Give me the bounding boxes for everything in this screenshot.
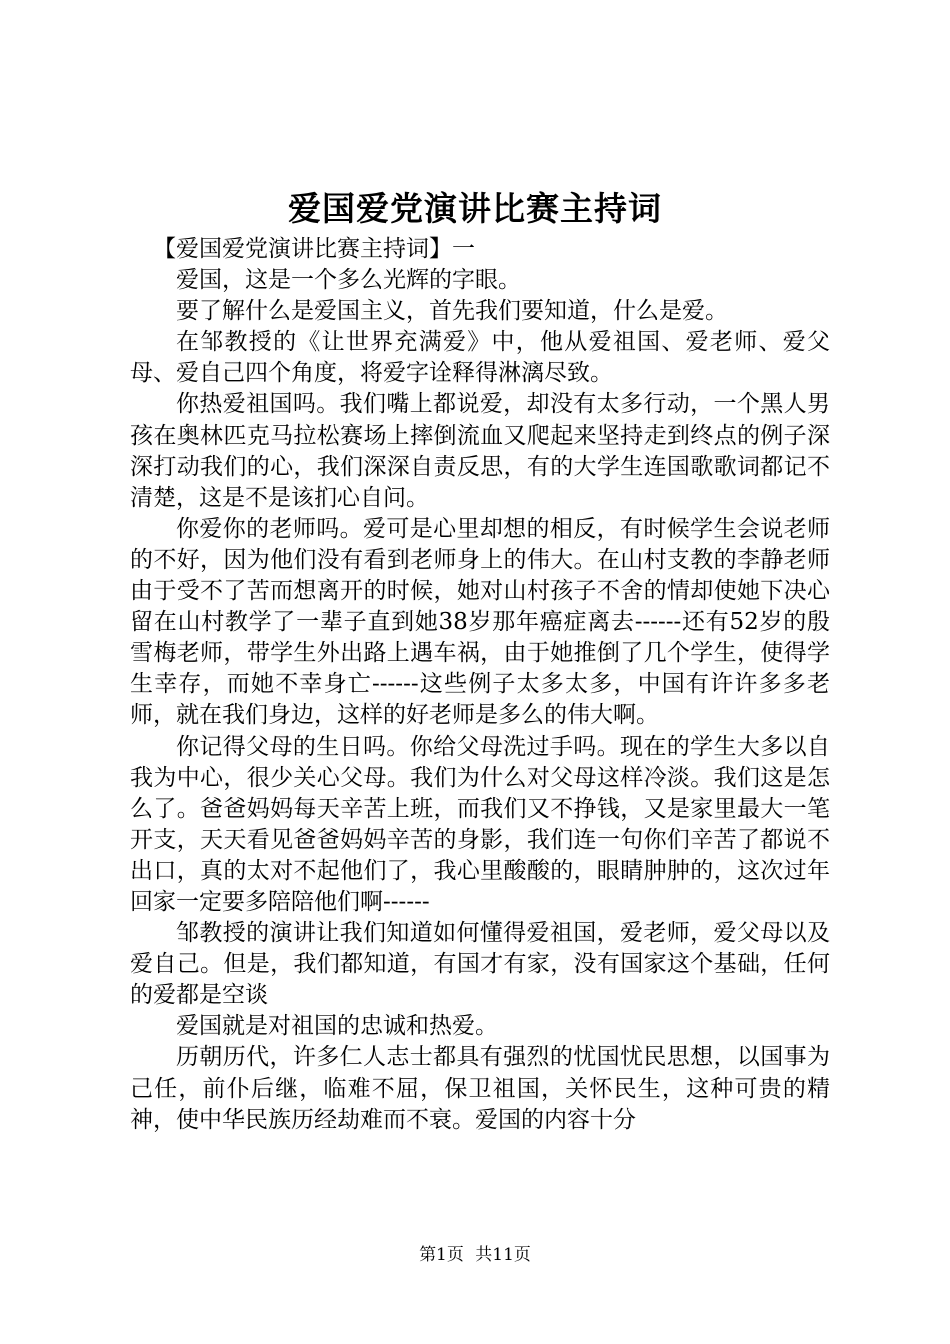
paragraph: 邹教授的演讲让我们知道如何懂得爱祖国，爱老师，爱父母以及爱自己。但是，我们都知道，有国才有家，没有国家这个基础，任何的爱都是空谈 bbox=[130, 920, 830, 1009]
paragraph: 你记得父母的生日吗。你给父母洗过手吗。现在的学生大多以自我为中心，很少关心父母。我们为什么对父母这样冷淡。我们这是怎么了。爸爸妈妈每天辛苦上班，而我们又不挣钱，又是家里最大一笔开支，天天看见爸爸妈妈辛苦的身影，我们连一句你们辛苦了都说不出口，真的太对不起他们了，我心里酸酸的，眼睛肿肿的，这次过年回家一定要多陪陪他们啊------ bbox=[130, 733, 830, 915]
document-title: 爱国爱党演讲比赛主持词 bbox=[288, 189, 662, 228]
page-number: 第1页 bbox=[419, 1245, 464, 1265]
page-total: 共11页 bbox=[475, 1245, 531, 1265]
paragraph: 【爱国爱党演讲比赛主持词】一 bbox=[153, 236, 475, 262]
paragraph: 你爱你的老师吗。爱可是心里却想的相反，有时候学生会说老师的不好，因为他们没有看到老师身上的伟大。在山村支教的李静老师由于受不了苦而想离开的时候，她对山村孩子不舍的情却使她下决心留在山村教学了一辈子直到她38岁那年癌症离去------还有52岁的殷雪梅老师，带学生外出路上遇车祸，由于她推倒了几个学生，使得学生幸存，而她不幸身亡------这些例子太多太多，中国有许许多多老师，就在我们身边，这样的好老师是多么的伟大啊。 bbox=[130, 515, 830, 729]
paragraph: 在邹教授的《让世界充满爱》中，他从爱祖国、爱老师、爱父母、爱自己四个角度，将爱字诠释得淋漓尽致。 bbox=[130, 329, 830, 387]
paragraph: 要了解什么是爱国主义，首先我们要知道，什么是爱。 bbox=[176, 298, 728, 325]
paragraph: 爱国，这是一个多么光辉的字眼。 bbox=[176, 267, 521, 294]
paragraph: 历朝历代，许多仁人志士都具有强烈的忧国忧民思想，以国事为己任，前仆后继，临难不屈，保卫祖国，关怀民生，这种可贵的精神，使中华民族历经劫难而不衰。爱国的内容十分 bbox=[130, 1044, 830, 1133]
page-footer bbox=[0, 1243, 950, 1267]
paragraph: 爱国就是对祖国的忠诚和热爱。 bbox=[176, 1013, 498, 1040]
document-body bbox=[130, 234, 830, 1136]
paragraph: 你热爱祖国吗。我们嘴上都说爱，却没有太多行动，一个黑人男孩在奥林匹克马拉松赛场上摔倒流血又爬起来坚持走到终点的例子深深打动我们的心，我们深深自责反思，有的大学生连国歌歌词都记不清楚，这是不是该扪心自问。 bbox=[130, 391, 830, 511]
